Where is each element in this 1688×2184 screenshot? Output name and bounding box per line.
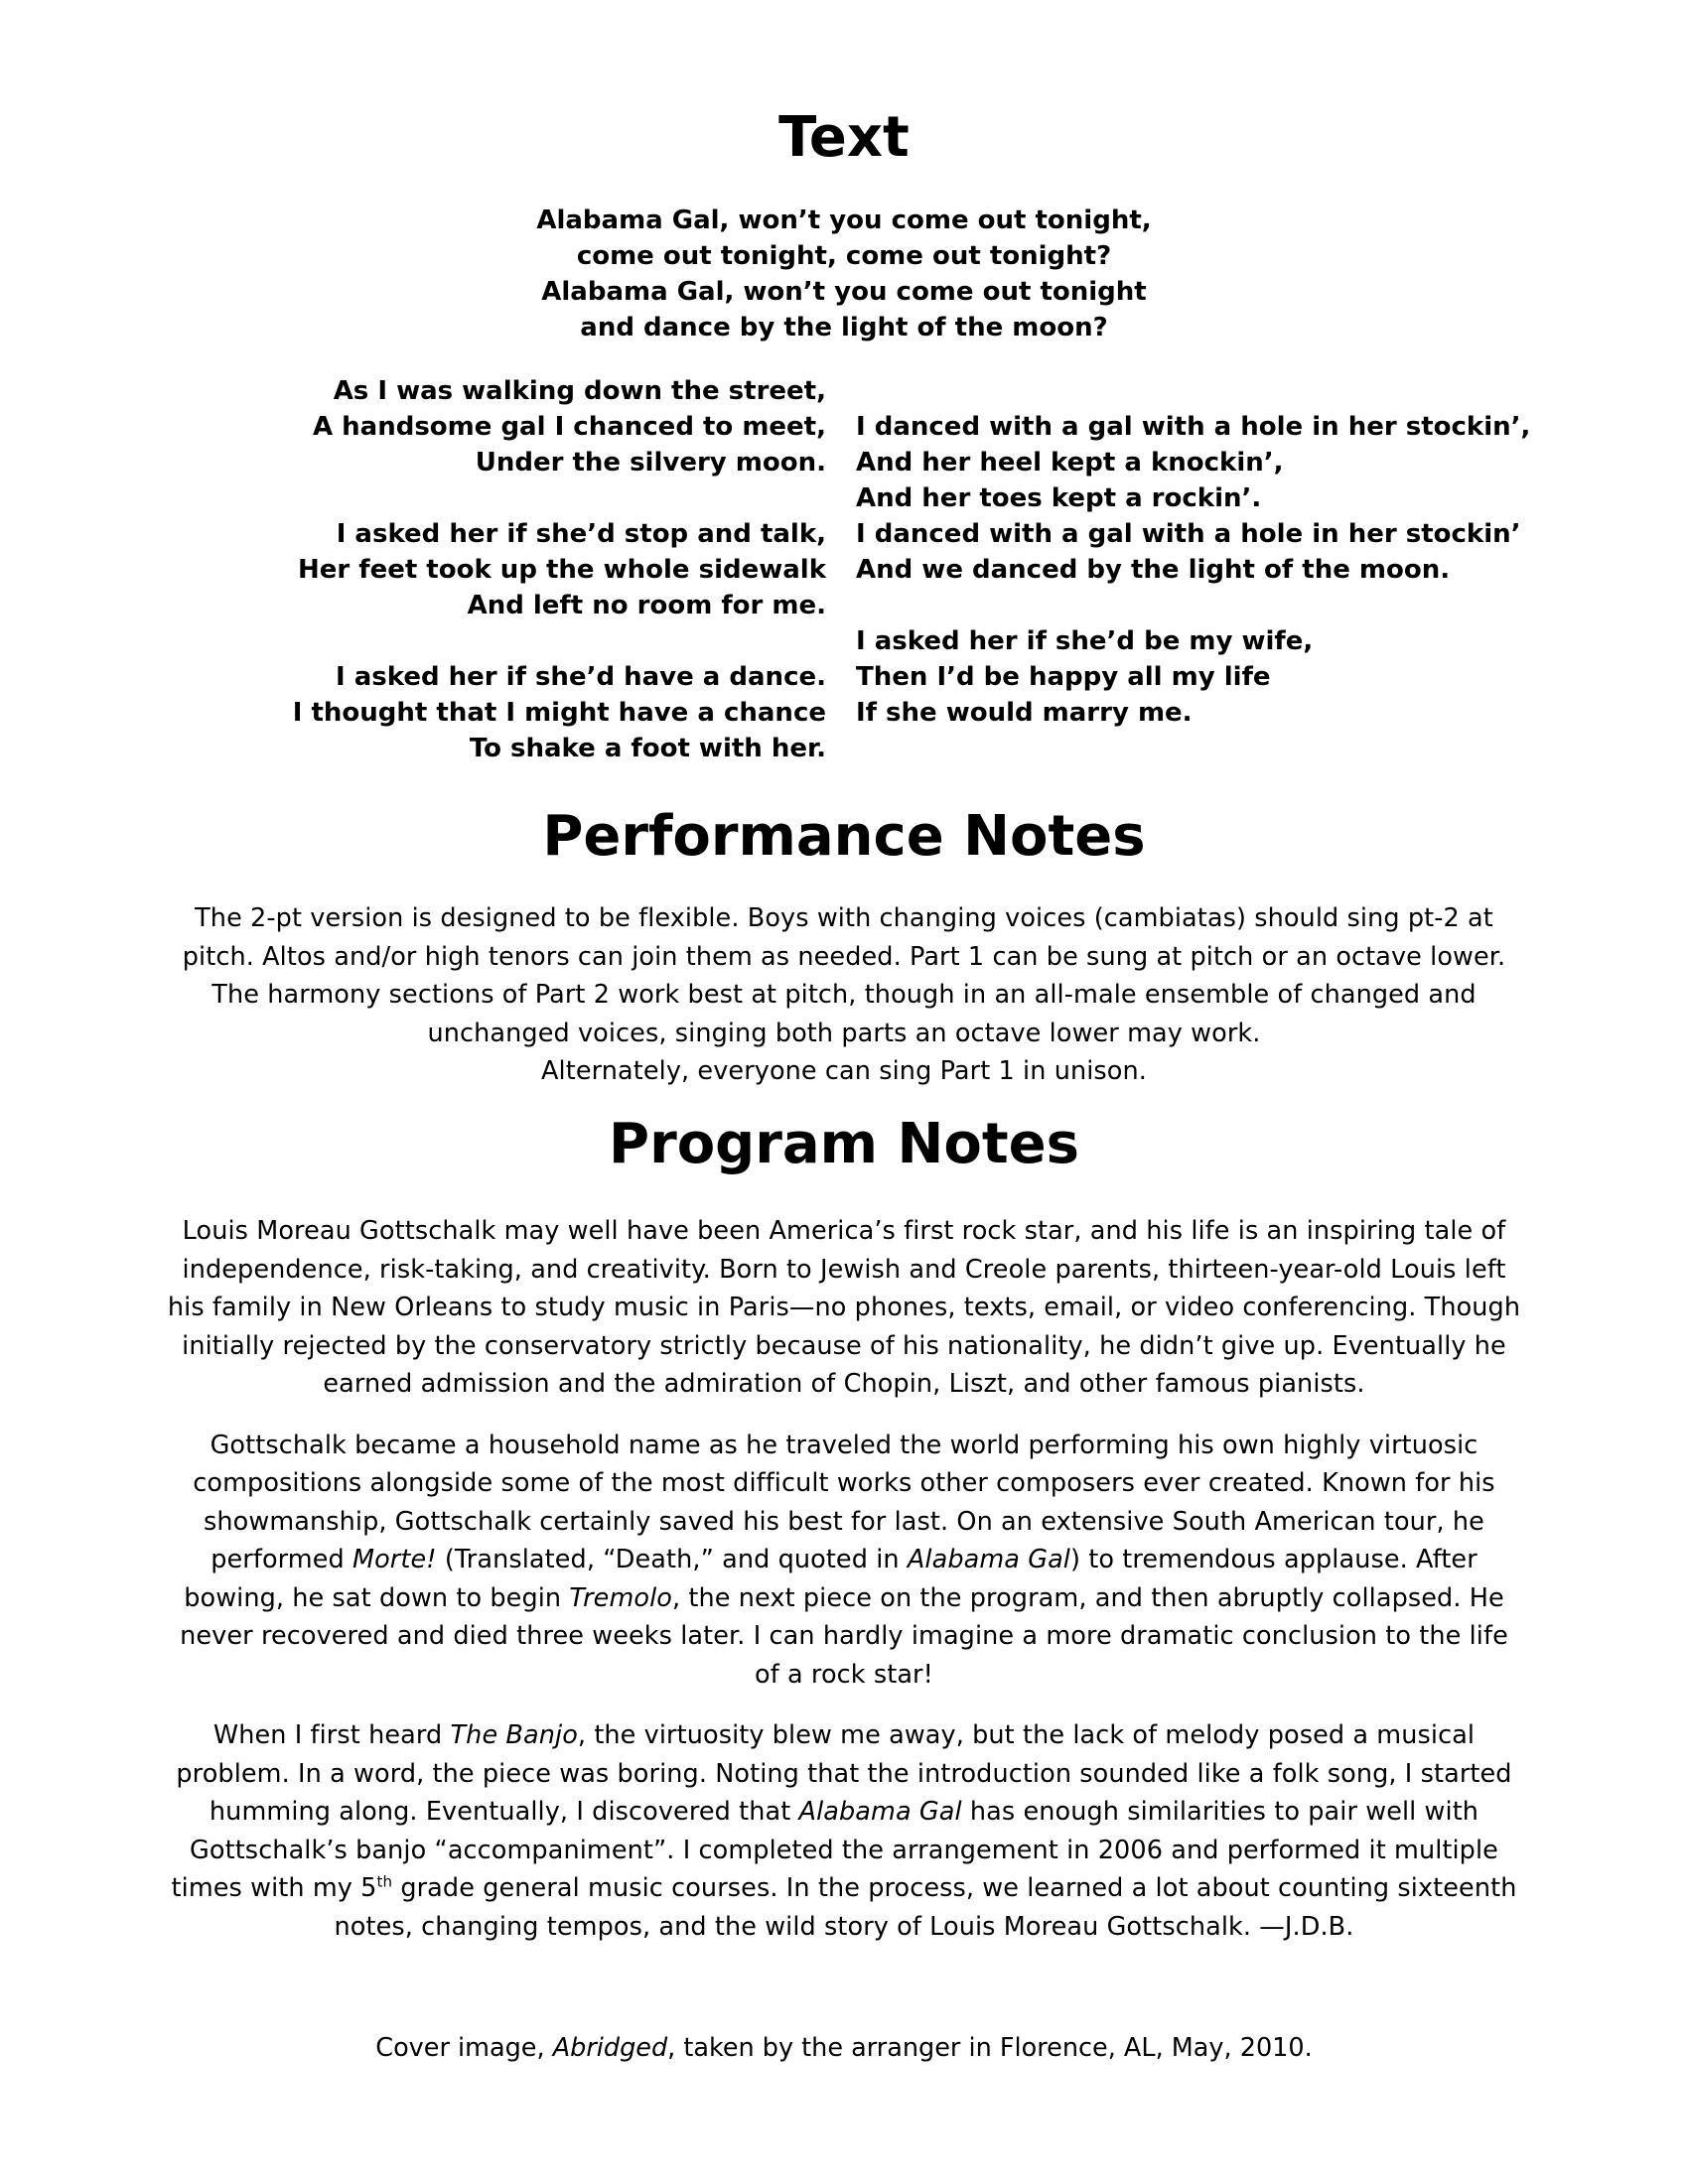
verse-line: I thought that I might have a chance (292, 698, 826, 728)
text-line: initially rejected by the conservatory strictly because of his nationality, he didn’t give up. Eventually he (182, 1330, 1506, 1361)
superscript: th (376, 1872, 393, 1891)
stanza (293, 516, 826, 623)
text-line: independence, risk-taking, and creativity. Born to Jewish and Creole parents, thirteen-year-old Louis left (182, 1254, 1506, 1285)
text-run: ) to tremendous applause. After (1070, 1545, 1477, 1574)
text-line: Gottschalk became a household name as he traveled the world performing his own highly virtuosic (210, 1430, 1478, 1460)
text-line: The 2-pt version is designed to be flexible. Boys with changing voices (cambiatas) should sing pt-2 at (195, 903, 1493, 933)
verse-line: Her feet took up the whole sidewalk (297, 555, 826, 585)
program-notes-heading: Program Notes (609, 1112, 1079, 1176)
text-line: notes, changing tempos, and the wild story of Louis Moreau Gottschalk. —J.D.B. (334, 1911, 1354, 1942)
work-title: Tremolo (569, 1582, 673, 1613)
text-line (99, 1869, 1589, 1908)
program-notes-body (99, 1212, 1589, 1946)
stanza (856, 623, 1530, 731)
text-line: earned admission and the admiration of Chopin, Liszt, and other famous pianists. (323, 1369, 1365, 1399)
verse-line: And her toes kept a rockin’. (856, 483, 1262, 513)
verse-line: I asked her if she’d have a dance. (336, 662, 826, 692)
text-line (99, 1579, 1589, 1618)
chorus (0, 203, 1688, 345)
performance-notes-body (99, 899, 1589, 1091)
text-run: , taken by the arranger in Florence, AL, May, 2010. (667, 2033, 1313, 2063)
stanza (293, 659, 826, 766)
text-run: grade general music courses. In the process, we learned a lot about counting sixteenth (392, 1873, 1517, 1903)
chorus-line: and dance by the light of the moon? (580, 313, 1108, 342)
chorus-line: come out tonight, come out tonight? (576, 241, 1112, 271)
work-title: Alabama Gal (798, 1797, 962, 1827)
verse-line: If she would marry me. (856, 698, 1193, 728)
text-line: The harmony sections of Part 2 work best at pitch, though in an all-male ensemble of changed and (211, 980, 1477, 1010)
text-heading: Text (778, 105, 910, 170)
text-run: has enough similarities to pair well with (961, 1797, 1479, 1827)
text-line: his family in New Orleans to study music in Paris—no phones, texts, email, or video conferencing. Though (167, 1293, 1521, 1322)
chorus-line: Alabama Gal, won’t you come out tonight, (536, 205, 1152, 235)
text-line (99, 1793, 1589, 1832)
verses-left-column (293, 373, 826, 766)
text-line: Louis Moreau Gottschalk may well have been America’s first rock star, and his life is an inspiring tale of (182, 1216, 1506, 1246)
text-run: performed (211, 1545, 352, 1574)
text-line: of a rock star! (755, 1659, 933, 1690)
verse-line: And left no room for me. (467, 591, 826, 620)
text-line (99, 1716, 1589, 1755)
verses-right-column (856, 409, 1530, 731)
text-line: unchanged voices, singing both parts an octave lower may work. (427, 1018, 1261, 1048)
stanza (856, 409, 1530, 588)
text-run: humming along. Eventually, I discovered that (209, 1797, 799, 1827)
performance-notes-heading: Performance Notes (542, 804, 1146, 869)
verse-line: Then I’d be happy all my life (856, 662, 1271, 692)
text-run: (Translated, “Death,” and quoted in (436, 1545, 908, 1574)
verse-line: I asked her if she’d be my wife, (856, 626, 1314, 656)
work-title: Alabama Gal (907, 1545, 1070, 1574)
work-title: Abridged (552, 2033, 668, 2063)
text-line: pitch. Altos and/or high tenors can join them as needed. Part 1 can be sung at pitch or an octave lower. (182, 941, 1506, 972)
work-title: Morte! (352, 1545, 437, 1574)
text-run: bowing, he sat down to begin (184, 1582, 570, 1613)
verse-line: I danced with a gal with a hole in her stockin’, (856, 412, 1531, 442)
text-run: , the virtuosity blew me away, but the lack of melody posed a musical (577, 1720, 1476, 1750)
text-line: problem. In a word, the piece was boring. Noting that the introduction sounded like a folk song, I started (176, 1758, 1512, 1789)
text-line: Gottschalk’s banjo “accompaniment”. I completed the arrangement in 2006 and performed it multiple (190, 1835, 1498, 1865)
text-line: Alternately, everyone can sing Part 1 in unison. (541, 1056, 1147, 1086)
text-line: showmanship, Gottschalk certainly saved his best for last. On an extensive South American tour, he (204, 1506, 1484, 1537)
text-run: , the next piece on the program, and then abruptly collapsed. He (672, 1582, 1504, 1613)
verse-line: As I was walking down the street, (333, 376, 826, 406)
verse-line: I asked her if she’d stop and talk, (336, 519, 826, 549)
text-run: times with my 5 (171, 1873, 377, 1903)
text-line (99, 1541, 1589, 1579)
stanza (293, 373, 826, 480)
verse-line: I danced with a gal with a hole in her stockin’ (856, 519, 1521, 549)
text-run: Cover image, (375, 2033, 553, 2063)
text-run: When I first heard (212, 1720, 451, 1750)
verse-line: To shake a foot with her. (469, 734, 826, 763)
chorus-line: Alabama Gal, won’t you come out tonight (541, 277, 1147, 307)
cover-image-credit (0, 2030, 1688, 2066)
verse-line: And we danced by the light of the moon. (856, 555, 1451, 585)
text-line: compositions alongside some of the most difficult works other composers ever created. Known for his (193, 1468, 1495, 1498)
verse-line: A handsome gal I chanced to meet, (312, 412, 826, 442)
verse-line: And her heel kept a knockin’, (856, 448, 1284, 478)
verse-line: Under the silvery moon. (475, 448, 826, 478)
work-title: The Banjo (450, 1720, 578, 1750)
text-line: never recovered and died three weeks later. I can hardly imagine a more dramatic conclusion to the life (180, 1621, 1508, 1651)
